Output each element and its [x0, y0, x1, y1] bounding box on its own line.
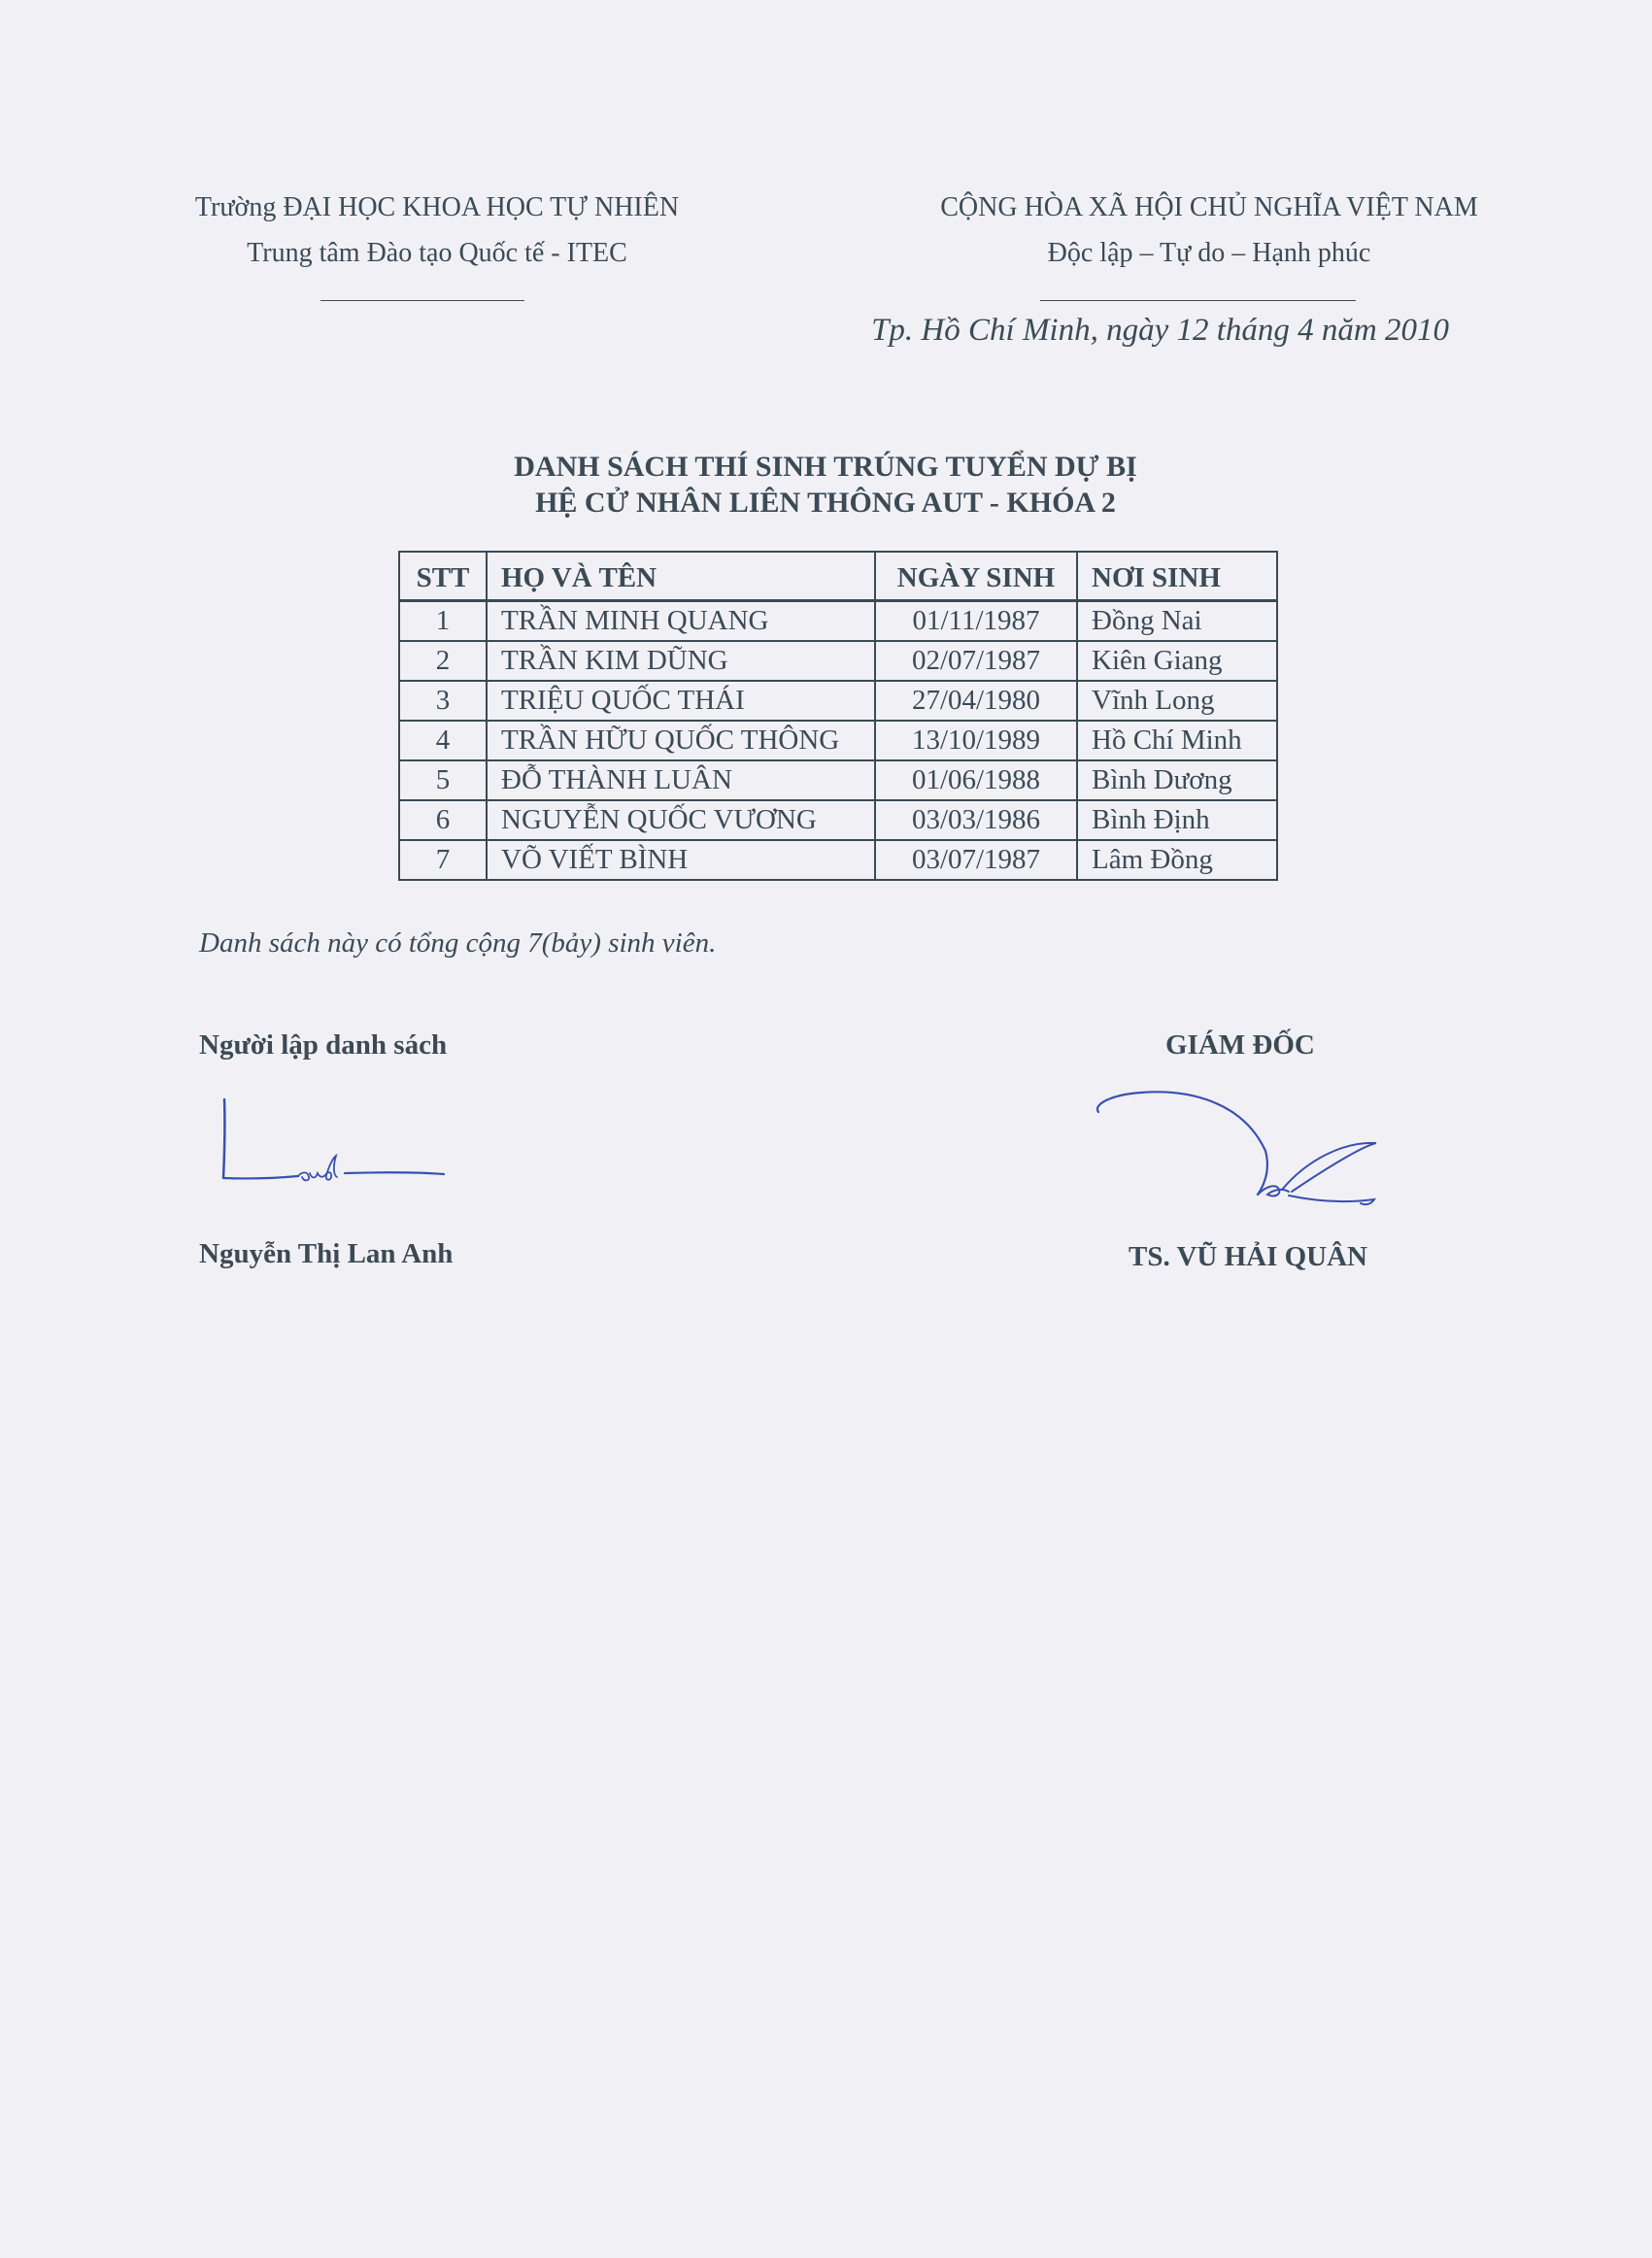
table-row: [399, 760, 1277, 800]
cell-pob: Vĩnh Long: [1077, 681, 1277, 721]
cell-dob: 01/11/1987: [875, 601, 1077, 642]
document-title: [340, 449, 1311, 521]
cell-dob: 01/06/1988: [875, 760, 1077, 800]
table-row: [399, 800, 1277, 840]
table-row: [399, 721, 1277, 760]
institution-name: Trường ĐẠI HỌC KHOA HỌC TỰ NHIÊN: [194, 192, 680, 222]
table-header-row: [399, 552, 1277, 601]
director-label: GIÁM ĐỐC: [1165, 1029, 1315, 1061]
cell-name: ĐỖ THÀNH LUÂN: [487, 760, 875, 800]
cell-stt: 5: [399, 760, 487, 800]
cell-stt: 6: [399, 800, 487, 840]
cell-name: TRIỆU QUỐC THÁI: [487, 681, 875, 721]
cell-stt: 7: [399, 840, 487, 880]
table-row: [399, 641, 1277, 681]
cell-dob: 03/07/1987: [875, 840, 1077, 880]
cell-pob: Lâm Đồng: [1077, 840, 1277, 880]
cell-name: TRẦN HỮU QUỐC THÔNG: [487, 721, 875, 760]
center-name: Trung tâm Đào tạo Quốc tế - ITEC: [247, 238, 627, 268]
place-date: Tp. Hồ Chí Minh, ngày 12 tháng 4 năm 2010: [871, 313, 1449, 348]
director-signature: [1083, 1083, 1394, 1229]
table-row: [399, 601, 1277, 642]
title-line-2: HỆ CỬ NHÂN LIÊN THÔNG AUT - KHÓA 2: [535, 487, 1116, 519]
cell-pob: Bình Dương: [1077, 760, 1277, 800]
preparer-label: Người lập danh sách: [199, 1029, 448, 1061]
institution-divider: [320, 300, 524, 301]
col-name-header: HỌ VÀ TÊN: [487, 552, 875, 601]
summary-note: Danh sách này có tổng cộng 7(bảy) sinh viên.: [199, 927, 717, 959]
cell-pob: Hồ Chí Minh: [1077, 721, 1277, 760]
cell-pob: Kiên Giang: [1077, 641, 1277, 681]
table-row: [399, 681, 1277, 721]
student-table: [398, 551, 1278, 881]
cell-name: VÕ VIẾT BÌNH: [487, 840, 875, 880]
cell-pob: Bình Định: [1077, 800, 1277, 840]
preparer-name: Nguyễn Thị Lan Anh: [199, 1238, 454, 1269]
cell-pob: Đồng Nai: [1077, 601, 1277, 642]
cell-dob: 27/04/1980: [875, 681, 1077, 721]
national-motto: Độc lập – Tự do – Hạnh phúc: [1047, 238, 1371, 268]
cell-name: NGUYỄN QUỐC VƯƠNG: [487, 800, 875, 840]
nation-name: CỘNG HÒA XÃ HỘI CHỦ NGHĨA VIỆT NAM: [940, 192, 1478, 222]
national-divider: [1040, 300, 1356, 301]
cell-stt: 1: [399, 601, 487, 642]
cell-stt: 3: [399, 681, 487, 721]
director-name: TS. VŨ HẢI QUÂN: [1129, 1241, 1368, 1272]
national-header: [893, 185, 1525, 276]
cell-stt: 2: [399, 641, 487, 681]
col-stt-header: STT: [399, 552, 487, 601]
cell-name: TRẦN KIM DŨNG: [487, 641, 875, 681]
table-row: [399, 840, 1277, 880]
title-line-1: DANH SÁCH THÍ SINH TRÚNG TUYỂN DỰ BỊ: [514, 451, 1137, 483]
cell-stt: 4: [399, 721, 487, 760]
cell-dob: 02/07/1987: [875, 641, 1077, 681]
cell-dob: 03/03/1986: [875, 800, 1077, 840]
col-dob-header: NGÀY SINH: [875, 552, 1077, 601]
col-pob-header: NƠI SINH: [1077, 552, 1277, 601]
preparer-signature: [209, 1088, 461, 1195]
cell-dob: 13/10/1989: [875, 721, 1077, 760]
cell-name: TRẦN MINH QUANG: [487, 601, 875, 642]
institution-header: [146, 185, 728, 276]
